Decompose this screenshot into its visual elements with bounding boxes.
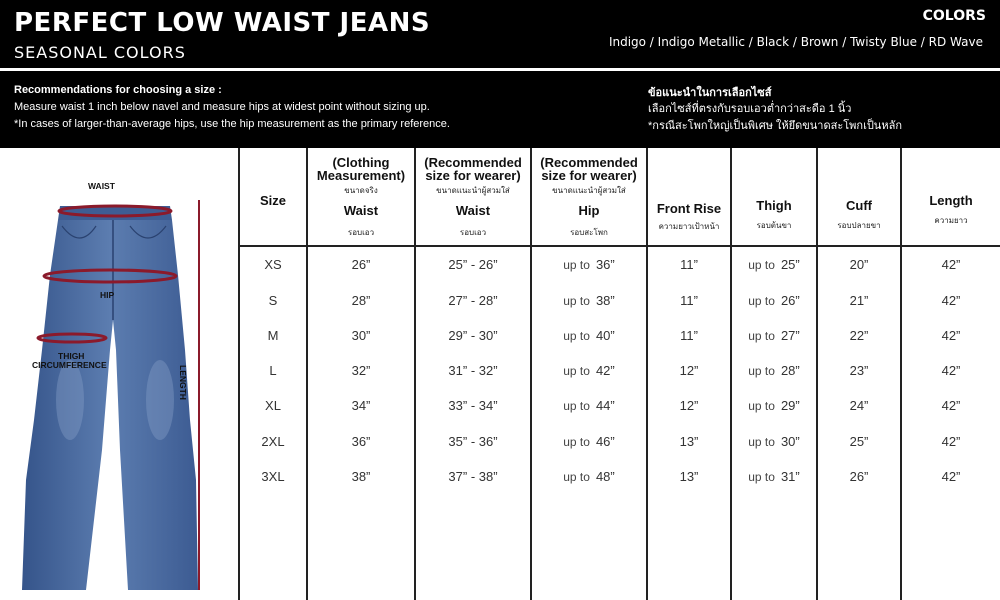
cell-value: 28” xyxy=(780,363,800,378)
upto-label: up to xyxy=(563,364,590,378)
cell-hip xyxy=(532,397,646,415)
thigh-label: THIGH xyxy=(58,351,85,361)
thigh-label-2: CIRCUMFERENCE xyxy=(32,360,107,370)
cell-thigh xyxy=(732,362,816,380)
cell-value: 27” - 28” xyxy=(448,293,498,308)
upto-label: up to xyxy=(563,258,590,272)
cell-cuff xyxy=(818,468,900,486)
upto-label: up to xyxy=(563,399,590,413)
cell-value: 29” xyxy=(780,398,800,413)
cell-thigh xyxy=(732,256,816,274)
col-header-front-rise xyxy=(648,150,730,244)
cell-value: 22” xyxy=(849,328,869,343)
header-banner xyxy=(0,0,1000,68)
reco-line-en-1: Measure waist 1 inch below navel and measure hips at widest point without sizing up. xyxy=(14,101,430,113)
col-header-length xyxy=(902,150,1000,244)
cell-length xyxy=(902,292,1000,310)
col-header-main: Hip xyxy=(578,202,600,218)
cell-value: 25” - 26” xyxy=(448,257,498,272)
cell-length xyxy=(902,433,1000,451)
cell-rec-waist xyxy=(416,327,530,345)
cell-value: 21” xyxy=(849,293,869,308)
cell-value: 40” xyxy=(595,328,615,343)
cell-value: 33” - 34” xyxy=(448,398,498,413)
col-header-thigh xyxy=(732,150,816,244)
jeans-illustration xyxy=(0,150,238,600)
cell-value: 30” xyxy=(351,328,371,343)
cell-value: XL xyxy=(265,398,281,413)
cell-value: 31” - 32” xyxy=(448,363,498,378)
cell-rise xyxy=(648,362,730,380)
cell-cuff xyxy=(818,292,900,310)
cell-value: 38” xyxy=(595,293,615,308)
cell-value: 26” xyxy=(780,293,800,308)
cell-thigh xyxy=(732,468,816,486)
cell-waist xyxy=(308,362,414,380)
cell-length xyxy=(902,327,1000,345)
upto-label: up to xyxy=(748,258,775,272)
cell-value: 44” xyxy=(595,398,615,413)
cell-cuff xyxy=(818,327,900,345)
col-header-sub: รอบสะโพก xyxy=(570,227,608,237)
cell-value: 42” xyxy=(941,469,961,484)
col-header-cuff xyxy=(818,150,900,244)
cell-rec-waist xyxy=(416,468,530,486)
cell-rise xyxy=(648,397,730,415)
cell-value: 25” xyxy=(849,434,869,449)
cell-hip xyxy=(532,468,646,486)
page-title: PERFECT LOW WAIST JEANS xyxy=(14,8,431,38)
upto-label: up to xyxy=(563,294,590,308)
col-header-main: Front Rise xyxy=(656,201,722,216)
reco-title-th: ข้อแนะนำในการเลือกไซส์ xyxy=(648,87,772,99)
cell-rec-waist xyxy=(416,433,530,451)
col-header-top: (Recommended size for wearer) xyxy=(424,154,522,183)
col-header-th: ขนาดจริง xyxy=(344,185,378,195)
cell-value: 20” xyxy=(849,257,869,272)
cell-length xyxy=(902,256,1000,274)
cell-hip xyxy=(532,256,646,274)
cell-waist xyxy=(308,468,414,486)
cell-size xyxy=(240,256,306,274)
cell-rise xyxy=(648,292,730,310)
col-header-sub: รอบต้นขา xyxy=(756,221,792,230)
reco-title-en: Recommendations for choosing a size : xyxy=(14,84,222,96)
cell-value: S xyxy=(268,293,278,308)
cell-rec-waist xyxy=(416,362,530,380)
cell-thigh xyxy=(732,397,816,415)
upto-label: up to xyxy=(748,329,775,343)
cell-value: 42” xyxy=(595,363,615,378)
cell-value: 26” xyxy=(849,469,869,484)
cell-value: M xyxy=(267,328,279,343)
cell-value: L xyxy=(269,363,277,378)
cell-value: 48” xyxy=(595,469,615,484)
cell-hip xyxy=(532,433,646,451)
page-subtitle: SEASONAL COLORS xyxy=(14,43,186,62)
waist-label: WAIST xyxy=(88,181,115,191)
recommendations-banner xyxy=(0,71,1000,148)
cell-value: XS xyxy=(264,257,282,272)
reco-line-en-2: *In cases of larger-than-average hips, use the hip measurement as the primary reference. xyxy=(14,118,450,130)
cell-size xyxy=(240,397,306,415)
cell-rise xyxy=(648,468,730,486)
col-header-top: (Clothing Measurement) xyxy=(316,154,406,183)
cell-value: 31” xyxy=(780,469,800,484)
header-row-divider xyxy=(240,245,1000,247)
col-header-sub: รอบปลายขา xyxy=(837,221,881,230)
cell-value: 30” xyxy=(780,434,800,449)
cell-value: 42” xyxy=(941,328,961,343)
cell-value: 24” xyxy=(849,398,869,413)
cell-size xyxy=(240,292,306,310)
cell-hip xyxy=(532,292,646,310)
cell-thigh xyxy=(732,292,816,310)
colors-label: COLORS xyxy=(922,8,986,24)
cell-waist xyxy=(308,327,414,345)
cell-value: 11” xyxy=(680,328,698,343)
col-header-waist-recommended xyxy=(416,150,530,244)
cell-value: 25” xyxy=(780,257,800,272)
cell-length xyxy=(902,362,1000,380)
cell-size xyxy=(240,468,306,486)
hip-label: HIP xyxy=(100,290,115,300)
col-header-main: Waist xyxy=(455,202,491,218)
cell-value: 36” xyxy=(595,257,615,272)
upto-label: up to xyxy=(748,364,775,378)
cell-value: 32” xyxy=(351,363,371,378)
cell-hip xyxy=(532,362,646,380)
upto-label: up to xyxy=(748,435,775,449)
col-header-main: Thigh xyxy=(756,198,792,213)
cell-rise xyxy=(648,256,730,274)
upto-label: up to xyxy=(748,399,775,413)
cell-rise xyxy=(648,433,730,451)
cell-rec-waist xyxy=(416,256,530,274)
cell-thigh xyxy=(732,327,816,345)
col-header-size xyxy=(240,150,306,244)
col-header-sub: รอบเอว xyxy=(459,227,487,237)
cell-rise xyxy=(648,327,730,345)
cell-value: 38” xyxy=(351,469,371,484)
cell-value: 37” - 38” xyxy=(448,469,498,484)
cell-cuff xyxy=(818,256,900,274)
cell-value: 23” xyxy=(849,363,869,378)
reco-line-th-2: *กรณีสะโพกใหญ่เป็นพิเศษ ให้ยึดขนาดสะโพกเป็นหลัก xyxy=(648,120,902,132)
cell-size xyxy=(240,362,306,380)
col-header-sub: รอบเอว xyxy=(347,227,375,237)
upto-label: up to xyxy=(563,329,590,343)
cell-value: 34” xyxy=(351,398,371,413)
cell-value: 28” xyxy=(351,293,371,308)
length-label: LENGTH xyxy=(178,365,188,400)
cell-value: 42” xyxy=(941,363,961,378)
cell-value: 26” xyxy=(351,257,371,272)
col-header-th: ขนาดแนะนำผู้สวมใส่ xyxy=(552,185,626,195)
cell-value: 2XL xyxy=(261,434,285,449)
col-header-hip xyxy=(532,150,646,244)
cell-waist xyxy=(308,292,414,310)
cell-size xyxy=(240,433,306,451)
col-header-main: Length xyxy=(929,193,973,208)
cell-value: 13” xyxy=(679,469,699,484)
cell-value: 46” xyxy=(595,434,615,449)
cell-rec-waist xyxy=(416,397,530,415)
cell-value: 27” xyxy=(780,328,800,343)
col-header-waist-measured xyxy=(308,150,414,244)
cell-value: 42” xyxy=(941,434,961,449)
cell-value: 29” - 30” xyxy=(448,328,498,343)
cell-length xyxy=(902,397,1000,415)
cell-value: 36” xyxy=(351,434,371,449)
upto-label: up to xyxy=(563,435,590,449)
cell-rec-waist xyxy=(416,292,530,310)
jeans-drawing xyxy=(0,150,238,600)
cell-value: 3XL xyxy=(261,469,285,484)
col-header-sub: ความยาว xyxy=(934,216,968,225)
cell-value: 12” xyxy=(679,398,699,413)
upto-label: up to xyxy=(748,294,775,308)
cell-value: 42” xyxy=(941,257,961,272)
cell-hip xyxy=(532,327,646,345)
cell-waist xyxy=(308,256,414,274)
col-header-sub: ความยาวเป้าหน้า xyxy=(658,222,720,231)
cell-value: 42” xyxy=(941,293,961,308)
cell-size xyxy=(240,327,306,345)
col-header-main: Cuff xyxy=(846,198,872,213)
cell-value: 42” xyxy=(941,398,961,413)
cell-thigh xyxy=(732,433,816,451)
cell-value: 35” - 36” xyxy=(448,434,498,449)
col-header-main: Waist xyxy=(343,202,379,218)
cell-cuff xyxy=(818,397,900,415)
colors-list: Indigo / Indigo Metallic / Black / Brown / Twisty Blue / RD Wave xyxy=(608,35,983,49)
cell-value: 11” xyxy=(680,257,698,272)
cell-cuff xyxy=(818,433,900,451)
cell-value: 13” xyxy=(679,434,699,449)
col-header-th: ขนาดแนะนำผู้สวมใส่ xyxy=(436,185,510,195)
cell-length xyxy=(902,468,1000,486)
upto-label: up to xyxy=(563,470,590,484)
cell-waist xyxy=(308,433,414,451)
cell-value: 11” xyxy=(680,293,698,308)
cell-cuff xyxy=(818,362,900,380)
reco-line-th-1: เลือกไซส์ที่ตรงกับรอบเอวต่ำกว่าสะดือ 1 นิ้ว xyxy=(648,103,852,115)
col-header-main: Size xyxy=(259,192,286,208)
upto-label: up to xyxy=(748,470,775,484)
col-header-top: (Recommended size for wearer) xyxy=(540,154,638,183)
cell-waist xyxy=(308,397,414,415)
cell-value: 12” xyxy=(679,363,699,378)
